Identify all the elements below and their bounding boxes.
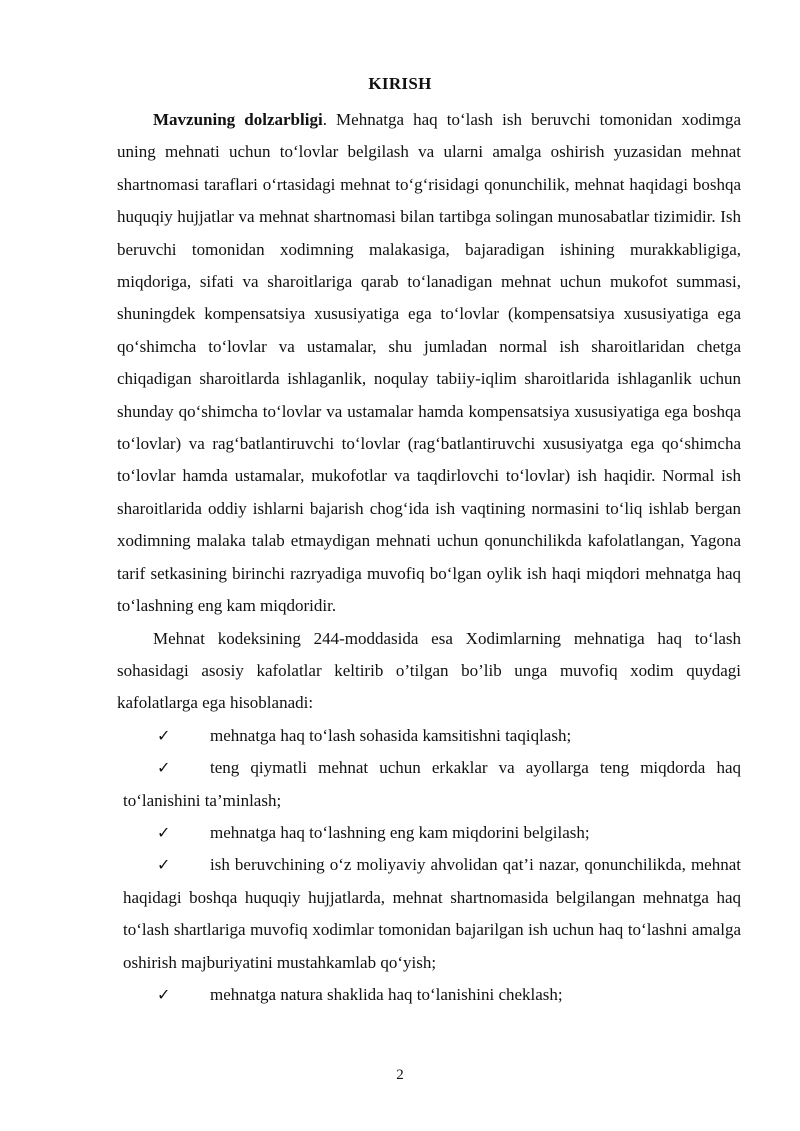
intro-lead: Mavzuning dolzarbligi — [153, 110, 323, 129]
checkmark-icon: ✓ — [157, 984, 171, 1004]
list-item — [117, 979, 741, 1011]
checkmark-icon: ✓ — [157, 725, 171, 745]
list-item-text: mehnatga natura shaklida haq to‘lanishini cheklash; — [210, 984, 563, 1004]
list-item — [117, 817, 741, 849]
section-title: KIRISH — [368, 74, 432, 93]
list-item — [117, 720, 741, 752]
list-item — [117, 849, 741, 979]
body-text — [117, 104, 741, 1011]
list-item-text: mehnatga haq to‘lash sohasida kamsitishni taqiqlash; — [210, 725, 572, 745]
intro-paragraph — [117, 104, 741, 623]
list-item-text: ish beruvchining o‘z moliyaviy ahvolidan qat’i nazar, qonunchilikda, mehnat haqidagi boshqa huquqiy hujjatlarda, mehnat shartnomasida belgilangan mehnatga haq to‘lash shartlariga muvofiq xodimlar tomonidan bajarilgan ish uchun haq to‘lashni amalga oshirish majburiyatini mustahkamlab qo‘yish; — [123, 855, 741, 972]
list-item — [117, 752, 741, 817]
list-item-text: mehnatga haq to‘lashning eng kam miqdorini belgilash; — [210, 822, 590, 842]
intro-text: . Mehnatga haq to‘lash ish beruvchi tomonidan xodimga uning mehnati uchun to‘lovlar belgilash va ularni amalga oshirish yuzasidan mehnat shartnomasi taraflari o‘rtasidagi mehnat to‘g‘risidagi qonunchilik, mehnat haqidagi boshqa huquqiy hujjatlar va mehnat shartnomasi bilan tartibga solingan munosabatlar tizimidir. Ish beruvchi tomonidan xodimning malakasiga, bajaradigan ishining murakkabligiga, miqdoriga, sifati va sharoitlariga qarab to‘lanadigan mehnat uchun mukofot summasi, shuningdek kompensatsiya xususiyatiga ega to‘lovlar (kompensatsiya xususiyatiga ega qo‘shimcha to‘lovlar va ustamalar, shu jumladan normal ish sharoitlaridan chetga chiqadigan sharoitlarda ishlaganlik, noqulay tabiiy-iqlim sharoitlarida ishlaganlik uchun shunday qo‘shimcha to‘lovlar va ustamalar hamda kompensatsiya xususiyatiga ega boshqa to‘lovlar) va rag‘batlantiruvchi to‘lovlar (rag‘batlantiruvchi xususiyatga ega qo‘shimcha to‘lovlar hamda ustamalar, mukofotlar va taqdirlovchi to‘lovlar) ish haqidir. Normal ish sharoitlarida oddiy ishlarni bajarish chog‘ida ish vaqtining normasini to‘liq ishlab bergan xodimning malaka talab etmaydigan mehnati uchun qonunchilikda kafolatlangan, Yagona tarif setkasining birinchi razryadiga muvofiq bo‘lgan oylik ish haqi miqdori mehnatga haq to‘lashning eng kam miqdoridir. — [117, 110, 741, 616]
checkmark-icon: ✓ — [157, 855, 171, 875]
checkmark-icon: ✓ — [157, 822, 171, 842]
list-item-text: teng qiymatli mehnat uchun erkaklar va ayollarga teng miqdorda haq to‘lanishini ta’minlash; — [123, 758, 741, 810]
checkmark-icon: ✓ — [157, 758, 171, 778]
page-number: 2 — [396, 1067, 404, 1083]
kafolatlar-paragraph: Mehnat kodeksining 244-moddasida esa Xodimlarning mehnatiga haq to‘lash sohasidagi asosiy kafolatlar keltirib o’tilgan bo’lib unga muvofiq xodim quydagi kafolatlarga ega hisoblanadi: — [117, 628, 741, 713]
guarantees-list — [117, 720, 741, 1012]
